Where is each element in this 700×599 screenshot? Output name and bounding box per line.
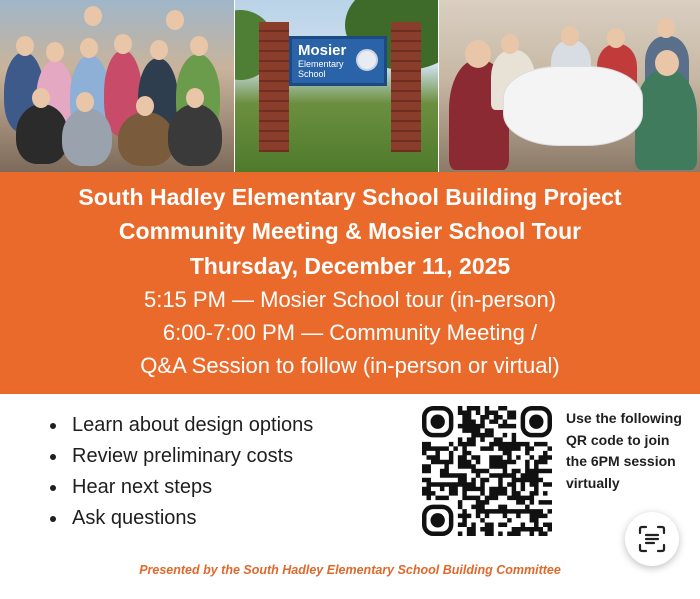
text-scan-icon bbox=[637, 524, 667, 554]
school-sign-photo bbox=[235, 0, 438, 172]
footer-credit: Presented by the South Hadley Elementary School Building Committee bbox=[139, 563, 561, 577]
event-date: Thursday, December 11, 2025 bbox=[189, 253, 511, 279]
banner-subtitle: Community Meeting & Mosier School Tour bbox=[118, 218, 582, 244]
agenda-item: Review preliminary costs bbox=[50, 441, 313, 472]
schedule-tour: 5:15 PM — Mosier School tour (in-person) bbox=[143, 287, 557, 312]
sign-line3: School bbox=[298, 69, 326, 79]
qr-caption: Use the following QR code to join the 6PM session virtually bbox=[566, 410, 682, 491]
schedule-qa: Q&A Session to follow (in-person or virtual) bbox=[140, 353, 560, 378]
banner-title: South Hadley Elementary School Building Project bbox=[78, 184, 622, 210]
students-photo bbox=[0, 0, 234, 172]
event-banner bbox=[0, 172, 700, 394]
agenda-item: Learn about design options bbox=[50, 410, 313, 441]
agenda-item: Ask questions bbox=[50, 503, 313, 534]
schedule-meeting: 6:00-7:00 PM — Community Meeting / bbox=[162, 320, 538, 345]
school-sign bbox=[289, 36, 387, 86]
meeting-photo bbox=[439, 0, 700, 172]
photo-strip bbox=[0, 0, 700, 172]
qr-code-icon[interactable] bbox=[422, 406, 552, 536]
sign-name: Mosier bbox=[298, 42, 347, 59]
agenda-item: Hear next steps bbox=[50, 472, 313, 503]
agenda-list bbox=[50, 410, 313, 534]
meeting-table bbox=[503, 66, 643, 146]
text-scan-button[interactable] bbox=[625, 512, 679, 566]
sign-line2: Elementary bbox=[298, 59, 344, 69]
school-seal-icon bbox=[356, 49, 378, 71]
